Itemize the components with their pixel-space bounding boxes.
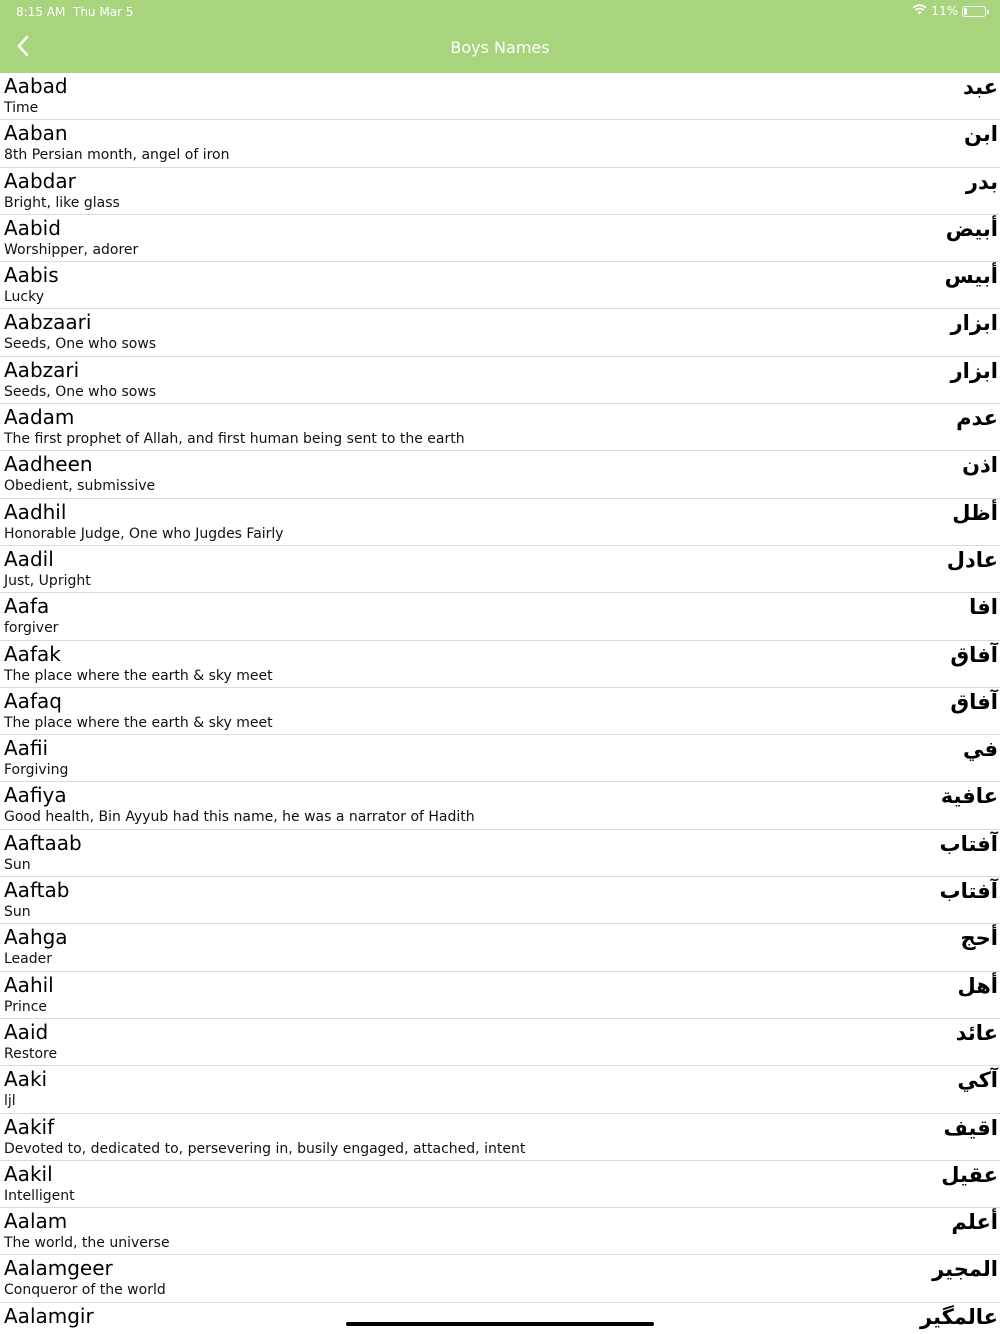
name-english: Aadheen — [4, 452, 93, 477]
page-title: Boys Names — [450, 38, 550, 57]
name-arabic: آفتاب — [939, 831, 998, 856]
list-item[interactable] — [0, 782, 1000, 829]
battery-percent: 11% — [931, 4, 958, 18]
list-item[interactable] — [0, 451, 1000, 498]
list-item[interactable] — [0, 830, 1000, 877]
name-arabic: آفاق — [950, 689, 998, 714]
name-arabic: آفاق — [950, 642, 998, 667]
name-arabic: أبيض — [945, 216, 998, 241]
name-arabic: بدر — [965, 169, 998, 194]
name-meaning: Sun — [4, 856, 31, 873]
battery-icon — [962, 6, 986, 17]
name-meaning: Just, Upright — [4, 572, 91, 589]
status-date: Thu Mar 5 — [73, 5, 134, 19]
name-meaning: The place where the earth & sky meet — [4, 714, 273, 731]
name-meaning: Obedient, submissive — [4, 478, 156, 495]
name-arabic: في — [963, 737, 998, 762]
name-meaning: Sun — [4, 904, 31, 921]
name-arabic: أحج — [960, 926, 998, 951]
list-item[interactable] — [0, 1208, 1000, 1255]
list-item[interactable] — [0, 215, 1000, 262]
name-english: Aabzari — [4, 357, 80, 382]
name-english: Aafaq — [4, 688, 62, 713]
name-arabic: اذن — [962, 453, 998, 478]
name-english: Aafa — [4, 594, 50, 619]
name-arabic: أظل — [952, 500, 998, 525]
name-meaning: Time — [4, 100, 39, 116]
name-english: Aadhil — [4, 499, 67, 524]
list-item[interactable] — [0, 120, 1000, 167]
list-item[interactable] — [0, 1161, 1000, 1208]
name-meaning: Worshipper, adorer — [4, 241, 139, 258]
list-item[interactable] — [0, 1019, 1000, 1066]
name-meaning: Seeds, One who sows — [4, 336, 157, 353]
name-meaning: Devoted to, dedicated to, persevering in, busily engaged, attached, intent — [4, 1140, 526, 1157]
name-arabic: ابزار — [950, 358, 998, 383]
name-english: Aahil — [4, 972, 54, 997]
list-item[interactable] — [0, 972, 1000, 1019]
wifi-icon — [912, 4, 927, 18]
name-meaning: Seeds, One who sows — [4, 383, 157, 400]
name-english: Aaftaab — [4, 830, 82, 855]
name-meaning: ljl — [4, 1093, 16, 1110]
name-meaning: Bright, like glass — [4, 194, 120, 211]
name-english: Aadil — [4, 546, 54, 571]
name-meaning: Leader — [4, 951, 53, 968]
name-english: Aaban — [4, 121, 68, 146]
home-indicator[interactable] — [346, 1322, 654, 1326]
navigation-bar — [0, 24, 1000, 73]
name-meaning: Good health, Bin Ayyub had this name, he was a narrator of Hadith — [4, 809, 475, 826]
name-english: Aabid — [4, 215, 61, 240]
name-english: Aahga — [4, 925, 68, 950]
name-meaning: Intelligent — [4, 1187, 75, 1204]
name-english: Aakil — [4, 1161, 53, 1186]
name-english: Aabad — [4, 74, 68, 98]
name-english: Aabis — [4, 263, 59, 288]
name-arabic: عادل — [946, 547, 998, 572]
name-english: Aadam — [4, 405, 75, 430]
status-bar — [0, 0, 1000, 24]
top-bar — [0, 0, 1000, 73]
name-english: Aaid — [4, 1019, 49, 1044]
list-item[interactable] — [0, 924, 1000, 971]
name-arabic: افا — [969, 595, 998, 620]
list-item[interactable] — [0, 593, 1000, 640]
list-item[interactable] — [0, 877, 1000, 924]
name-english: Aalamgeer — [4, 1256, 113, 1281]
list-item[interactable] — [0, 73, 1000, 120]
status-right — [912, 4, 986, 18]
list-item[interactable] — [0, 1303, 1000, 1334]
name-arabic: عالمگیر — [919, 1304, 998, 1329]
list-item[interactable] — [0, 641, 1000, 688]
list-item[interactable] — [0, 1114, 1000, 1161]
name-english: Aafiya — [4, 783, 67, 808]
name-arabic: عافية — [940, 784, 998, 809]
name-arabic: عدم — [956, 406, 998, 431]
list-item[interactable] — [0, 404, 1000, 451]
name-english: Aakif — [4, 1114, 55, 1139]
list-item[interactable] — [0, 168, 1000, 215]
name-meaning: Prince — [4, 998, 48, 1015]
name-english: Aabdar — [4, 168, 76, 193]
name-english: Aaftab — [4, 878, 70, 903]
name-arabic: أعلم — [951, 1210, 998, 1235]
list-item[interactable] — [0, 499, 1000, 546]
name-arabic: آفتاب — [939, 879, 998, 904]
list-item[interactable] — [0, 309, 1000, 356]
name-meaning: The place where the earth & sky meet — [4, 667, 273, 684]
name-english: Aabzaari — [4, 310, 92, 335]
list-item[interactable] — [0, 735, 1000, 782]
list-item[interactable] — [0, 546, 1000, 593]
name-arabic: عقيل — [941, 1162, 998, 1187]
name-meaning: The first prophet of Allah, and first human being sent to the earth — [4, 431, 465, 448]
name-arabic: آكي — [957, 1068, 998, 1093]
name-arabic: ابزار — [950, 311, 998, 336]
name-arabic: المجير — [932, 1257, 998, 1282]
list-item[interactable] — [0, 1066, 1000, 1113]
names-list[interactable] — [0, 73, 1000, 1334]
name-arabic: اقيف — [943, 1115, 998, 1140]
name-meaning: Forgiving — [4, 762, 69, 779]
name-meaning: 8th Persian month, angel of iron — [4, 147, 230, 164]
name-english: Aafak — [4, 641, 61, 666]
name-arabic: عبد — [962, 75, 998, 99]
name-english: Aalam — [4, 1209, 68, 1234]
list-item[interactable] — [0, 262, 1000, 309]
name-meaning: Conqueror of the world — [4, 1282, 166, 1299]
name-english: Aaki — [4, 1067, 48, 1092]
name-meaning: Lucky — [4, 289, 45, 306]
name-english: Aalamgir — [4, 1303, 94, 1328]
name-arabic: عائد — [955, 1020, 998, 1045]
name-arabic: أهل — [957, 973, 998, 998]
name-meaning: Restore — [4, 1045, 58, 1062]
name-arabic: أبيس — [944, 264, 998, 289]
status-time: 8:15 AM — [16, 5, 66, 19]
name-arabic: ابن — [964, 122, 998, 147]
name-meaning: forgiver — [4, 620, 59, 637]
list-item[interactable] — [0, 688, 1000, 735]
name-meaning: Honorable Judge, One who Jugdes Fairly — [4, 525, 284, 542]
name-english: Aafii — [4, 736, 49, 761]
list-item[interactable] — [0, 357, 1000, 404]
list-item[interactable] — [0, 1255, 1000, 1302]
name-meaning: The world, the universe — [4, 1235, 170, 1252]
